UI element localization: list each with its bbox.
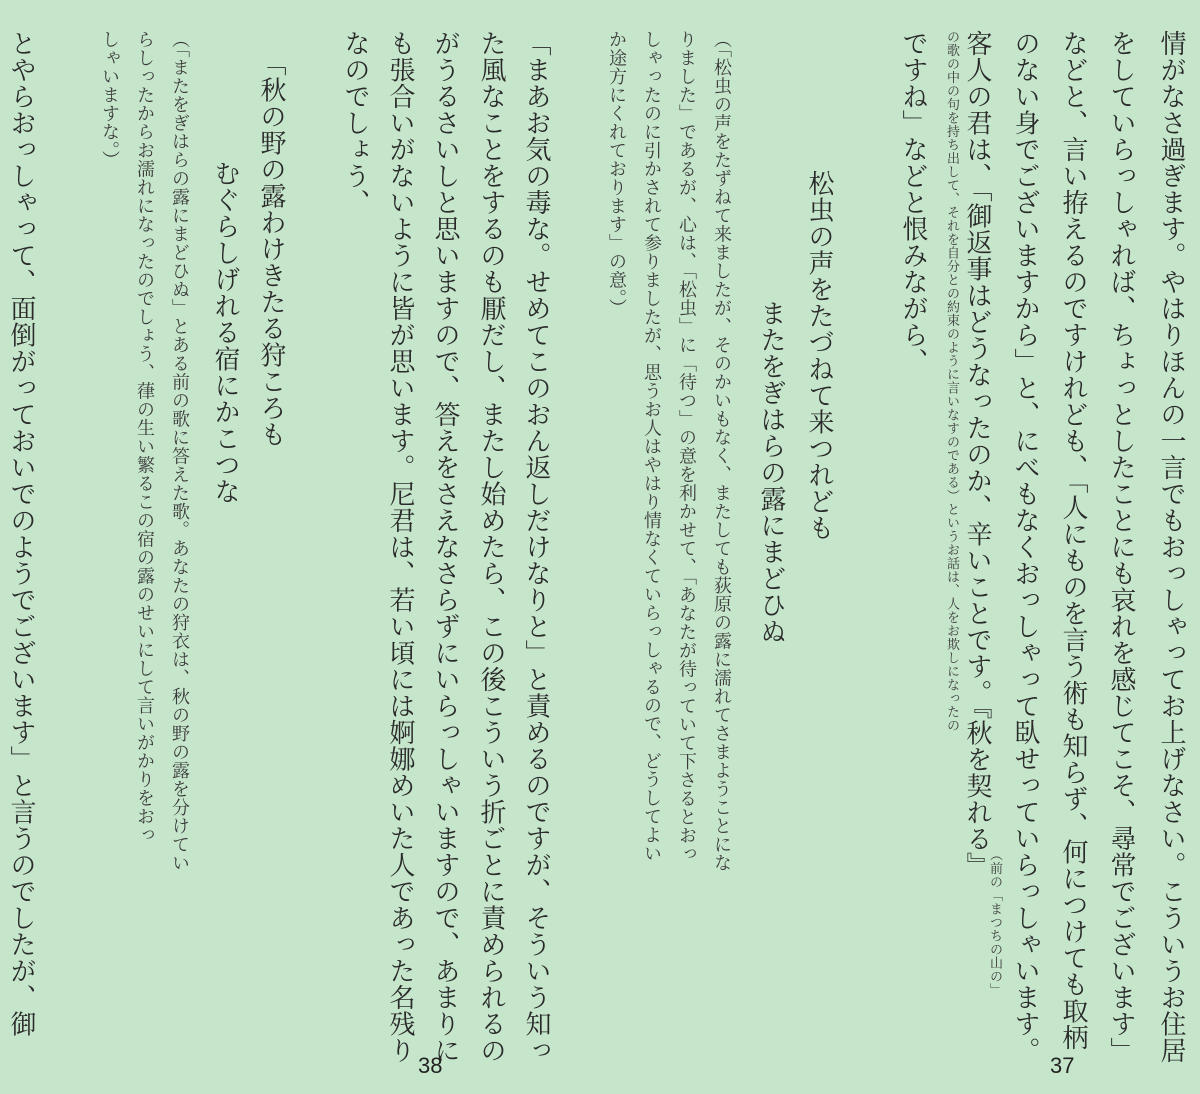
- poem-note: か途方にくれております」の意。）: [606, 30, 627, 317]
- text-line: のない身でございますから」と、にべもなくおっしゃって臥せっていらっしゃいます。: [1010, 30, 1040, 1064]
- poem-note: （「またをぎはらの露にまどひぬ」とある前の歌に答えた歌。あなたの狩衣は、秋の野の露を分けてい: [169, 30, 190, 872]
- page-number-right: 37: [1050, 1053, 1075, 1078]
- poem-line: 「秋の野の露わけきたる狩ころも: [256, 50, 286, 448]
- text-line: などと、言い拵えるのですけれども、「人にものを言う術も知らず、何につけても取柄: [1058, 30, 1088, 1051]
- text-line: なのでしょう、: [340, 30, 370, 216]
- text-line: 客人の君は、「御返事はどうなったのか、辛いことです。『秋を契れる』: [962, 30, 992, 879]
- text-line: とやらおっしゃって、面倒がっておいでのようでございます」と言うのでしたが、御: [6, 30, 36, 1037]
- text-line: 情がなさ過ぎます。やはりほんの一言でもおっしゃってお上げなさい。こういうお住居: [1156, 30, 1186, 1064]
- text-line: 「まあお気の毒な。せめてこのおん返しだけなりと」と責めるのですが、そういう知っ: [521, 30, 551, 1064]
- text-line: た風なことをするのも厭だし、またし始めたら、この後こういう折ごとに責められるの: [476, 30, 506, 1064]
- small-annotation: の歌の中の句を持ち出して、それを自分との約束のように言いなすのである）というお話は、人をお欺しになったの: [944, 30, 959, 732]
- poem-note: （「松虫の声をたずねて来ましたが、そのかいもなく、またしても荻原の露に濡れてさまようことにな: [711, 30, 732, 872]
- poem-line: むぐらしげれる宿にかこつな: [210, 160, 240, 505]
- poem-line: またをぎはらの露にまどひぬ: [756, 300, 786, 645]
- small-annotation: （前の「まつちの山の」: [987, 848, 1002, 997]
- text-line: がうるさいしと思いますので、答えをさえなさらずにいらっしゃいますので、あまりに: [430, 30, 460, 1064]
- page-number-left: 38: [418, 1053, 443, 1078]
- poem-line: 松虫の声をたづねて来つれども: [804, 170, 834, 541]
- poem-note: りました」であるが、心は、「松虫」に「待つ」の意を利かせて、「あなたが待っていて下さるとおっ: [676, 30, 697, 863]
- text-line: も張合いがないように皆が思います。尼君は、若い頃には婀娜めいた人であった名残り: [385, 30, 415, 1064]
- poem-note: しゃったのに引かされて参りましたが、思うお人はやはり情なくていらっしゃるので、どうしてよい: [641, 30, 662, 863]
- poem-note: らしったからお濡れになったのでしょう、葎の生い繁るこの宿の露のせいにして言いがかりをおっ: [134, 30, 155, 844]
- text-line: をしていらっしゃれば、ちょっとしたことにも哀れを感じてこそ、尋常でございます」: [1106, 30, 1136, 1064]
- text-line: ですね」などと恨みながら、: [898, 30, 928, 375]
- poem-note: しゃいますな。）: [99, 30, 120, 169]
